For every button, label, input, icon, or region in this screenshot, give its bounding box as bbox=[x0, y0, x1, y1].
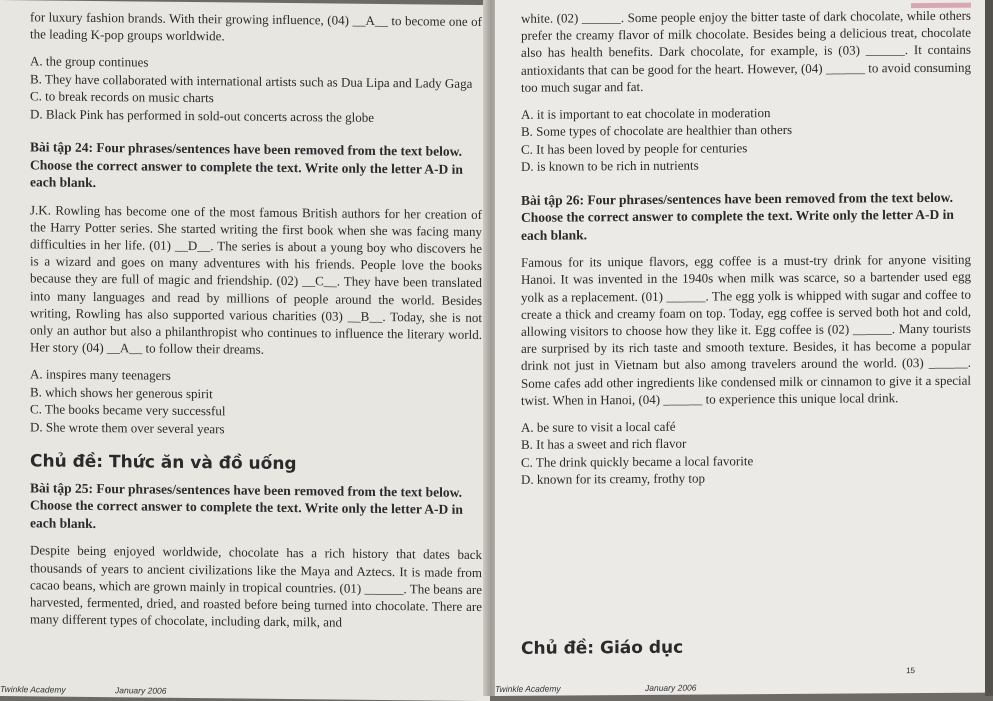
footer-date: January 2006 bbox=[645, 682, 697, 693]
exercise-24-passage: J.K. Rowling has become one of the most famous British authors for her creation of the Harry Potter series. She started writing the first book when she was facing many difficulties in her life. (01) __D__. The series is about a young boy who discovers he is a wizard and goes on many adventures with his friends. People love the books because they are full of magic and friendship. (02) __C__. They have been translated into many languages and read by millions of people around the world. Besides writing, Rowling has also supported various charities (03) __B__. Today, she is not only an author but also a philanthropist who continues to influence the literary world. Her story (04) __A__ to follow their dreams. bbox=[30, 201, 482, 357]
exercise-26-instructions: Choose the correct answer to complete the text. Write only the letter A-D in each blank. bbox=[521, 206, 954, 243]
left-page bbox=[0, 0, 490, 701]
option-a: A. inspires many teenagers bbox=[30, 366, 171, 384]
q25-options bbox=[521, 103, 971, 176]
exercise-25-instructions: Choose the correct answer to complete the text. Write only the letter A-D in each blank. bbox=[30, 497, 463, 531]
q23-options bbox=[30, 53, 482, 127]
exercise-25-passage-end: white. (02) ______. Some people enjoy the bitter taste of dark chocolate, while others prefer the creamy flavor of milk chocolate. Besides being a delicious treat, chocolate also has health benefits. Dark chocolate, for example, is (03) ______. It contains antioxidants that can be good for the heart. However, (04) ______ to avoid consuming too much sugar and fat. bbox=[521, 7, 971, 95]
option-b: B. which shows her generous spirit bbox=[30, 384, 213, 401]
option-c: C. The drink quickly became a local favorite bbox=[521, 452, 754, 470]
topic-heading-education: Chủ đề: Giáo dục bbox=[521, 637, 684, 659]
topic-heading-food-drink: Chủ đề: Thức ăn và đồ uống bbox=[30, 451, 297, 475]
option-c: C. The books became very successful bbox=[30, 401, 226, 419]
exercise-26-passage: Famous for its unique flavors, egg coffee is a must-try drink for anyone visiting Hanoi. It was invented in the 1940s when milk was scarce, so a bartender used egg yolk as a replacement. (01) ______. The egg yolk is whipped with sugar and coffee to create a thick and creamy foam on top. Today, egg coffee is served both hot and cold, allowing visitors to choose how they like it. Egg coffee is (02) ______. Many tourists are surprised by its rich taste and smooth texture. Besides, it has become a popular drink not just in Vietnam but also among travelers around the world. (03) ______. Some cafes add other ingredients like condensed milk or cinnamon to give it a special twist. When in Hanoi, (04) ______ to experience this unique local drink. bbox=[521, 251, 971, 408]
page-edge bbox=[985, 0, 993, 696]
option-d: D. known for its creamy, frothy top bbox=[521, 470, 706, 488]
footer-brand: Twinkle Academy bbox=[0, 684, 66, 695]
option-c: C. to break records on music charts bbox=[30, 88, 214, 106]
option-c: C. It has been loved by people for centuries bbox=[521, 140, 748, 157]
footer-date: January 2006 bbox=[115, 685, 167, 696]
q24-options bbox=[30, 366, 482, 440]
option-a: A. it is important to eat chocolate in moderation bbox=[521, 105, 771, 122]
q23-intro-text: for luxury fashion brands. With their growing influence, (04) __A__ to become one of the leading K-pop groups worldwide. bbox=[30, 9, 482, 44]
footer-brand: Twinkle Academy bbox=[495, 683, 561, 694]
option-d: D. She wrote them over several years bbox=[30, 418, 225, 436]
option-b: B. Some types of chocolate are healthier than others bbox=[521, 122, 793, 140]
option-b: B. They have collaborated with international artists such as Dua Lipa and Lady Gaga bbox=[30, 71, 473, 91]
page-number: 15 bbox=[906, 666, 915, 676]
decorative-stripe bbox=[911, 3, 971, 8]
q26-options bbox=[521, 416, 971, 489]
exercise-26-title: Bài tập 26: Four phrases/sentences have been removed from the text below. bbox=[521, 189, 953, 208]
exercise-25-passage-start: Despite being enjoyed worldwide, chocolate has a rich history that dates back thousands of years to ancient civilizations like the Maya and Aztecs. It is made from cacao beans, which are grown mainly in tropical countries. (01) ______. The beans are harvested, fermented, dried, and roasted before being turned into chocolate. There are many different types of chocolate, including dark, milk, and bbox=[30, 542, 482, 630]
exercise-25-title: Bài tập 25: Four phrases/sentences have been removed from the text below. bbox=[30, 480, 462, 500]
right-page bbox=[495, 0, 985, 696]
option-a: A. the group continues bbox=[30, 53, 149, 70]
exercise-24-title: Bài tập 24: Four phrases/sentences have been removed from the text below. bbox=[30, 139, 462, 159]
option-d: D. Black Pink has performed in sold-out concerts across the globe bbox=[30, 105, 375, 125]
option-a: A. be sure to visit a local café bbox=[521, 418, 676, 435]
option-d: D. is known to be rich in nutrients bbox=[521, 157, 699, 175]
exercise-24-instructions: Choose the correct answer to complete the text. Write only the letter A-D in each blank. bbox=[30, 156, 463, 191]
option-b: B. It has a sweet and rich flavor bbox=[521, 436, 687, 453]
